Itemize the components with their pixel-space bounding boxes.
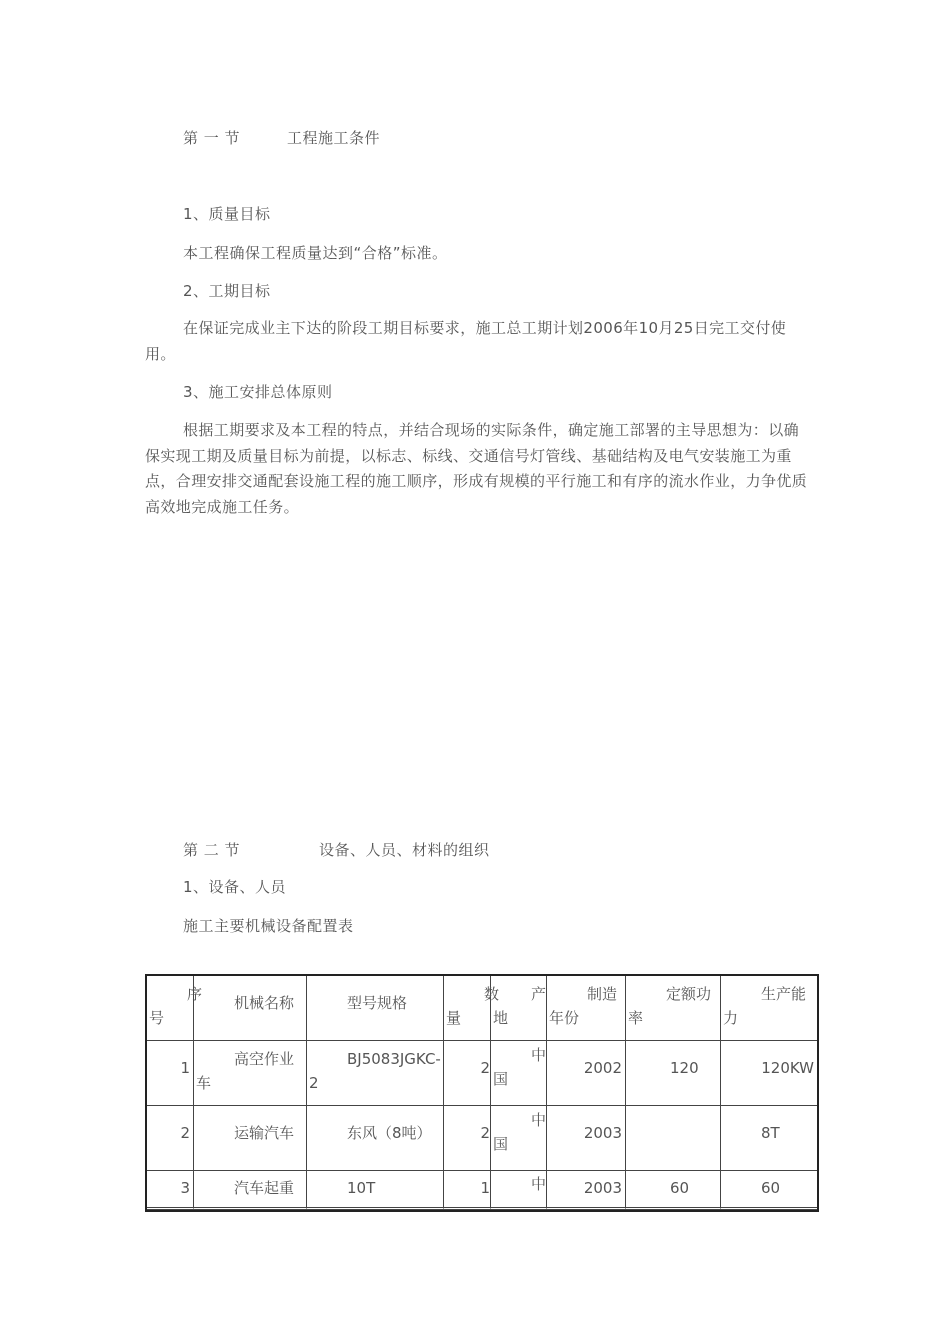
section1-item3-title: 3、施工安排总体原则: [183, 383, 333, 401]
table-caption: 施工主要机械设备配置表: [183, 917, 354, 935]
section1-item3-text: 根据工期要求及本工程的特点，并结合现场的实际条件，确定施工部署的主导思想为：以确保实现工期及质量目标为前提，以标志、标线、交通信号灯管线、基础结构及电气安装施工为重点，合理安排交通配套设施工程的施工顺序，形成有规模的平行施工和有序的流水作业，力争优质高效地完成施工任务。: [145, 421, 808, 516]
section1-heading-number: 第 一 节: [183, 129, 241, 147]
cell-name: 运输汽车: [194, 1106, 307, 1171]
cell-capacity: 8T: [721, 1106, 817, 1171]
table-header-row: [147, 976, 817, 1041]
header-cell-capacity: 生产能力: [721, 976, 817, 1041]
cell-origin: 中国: [491, 1041, 547, 1106]
table-row: [147, 1106, 817, 1171]
cell-power: 120: [626, 1041, 721, 1106]
cell-origin: 中: [491, 1171, 547, 1210]
header-cell-name: 机械名称: [194, 976, 307, 1041]
cell-qty: 2: [444, 1041, 491, 1106]
header-cell-no: 序号: [147, 976, 194, 1041]
cell-model: 10T: [307, 1171, 444, 1210]
cell-no: 2: [147, 1106, 194, 1171]
cell-capacity: 120KW: [721, 1041, 817, 1106]
cell-qty: 2: [444, 1106, 491, 1171]
cell-name: 汽车起重: [194, 1171, 307, 1210]
section2-item1-title: 1、设备、人员: [183, 878, 287, 896]
cell-no: 3: [147, 1171, 194, 1210]
cell-power: [626, 1106, 721, 1171]
cell-model: 东风（8吨）: [307, 1106, 444, 1171]
table-row: [147, 1041, 817, 1106]
cell-origin: 中国: [491, 1106, 547, 1171]
cell-qty: 1: [444, 1171, 491, 1210]
header-cell-model: 型号规格: [307, 976, 444, 1041]
section1-item1-title: 1、质量目标: [183, 205, 271, 223]
cell-name: 高空作业车: [194, 1041, 307, 1106]
equipment-table: [145, 974, 819, 1212]
cell-year: 2003: [547, 1171, 626, 1210]
cell-year: 2002: [547, 1041, 626, 1106]
header-cell-qty: 数量: [444, 976, 491, 1041]
cell-capacity: 60: [721, 1171, 817, 1210]
header-cell-power: 定额功率: [626, 976, 721, 1041]
cell-no: 1: [147, 1041, 194, 1106]
cell-power: 60: [626, 1171, 721, 1210]
section1-item2-title: 2、工期目标: [183, 282, 271, 300]
cell-year: 2003: [547, 1106, 626, 1171]
section1-item2-text: 在保证完成业主下达的阶段工期目标要求，施工总工期计划2006年10月25日完工交付使用。: [145, 319, 787, 363]
section2-heading-number: 第 二 节: [183, 841, 241, 859]
section1-heading-title: 工程施工条件: [287, 129, 381, 147]
header-cell-year: 制造年份: [547, 976, 626, 1041]
header-cell-origin: 产地: [491, 976, 547, 1041]
table-row: [147, 1171, 817, 1210]
section2-heading-title: 设备、人员、材料的组织: [319, 841, 490, 859]
cell-model: BJ5083JGKC-2: [307, 1041, 444, 1106]
section1-item1-text: 本工程确保工程质量达到“合格”标准。: [183, 244, 448, 262]
